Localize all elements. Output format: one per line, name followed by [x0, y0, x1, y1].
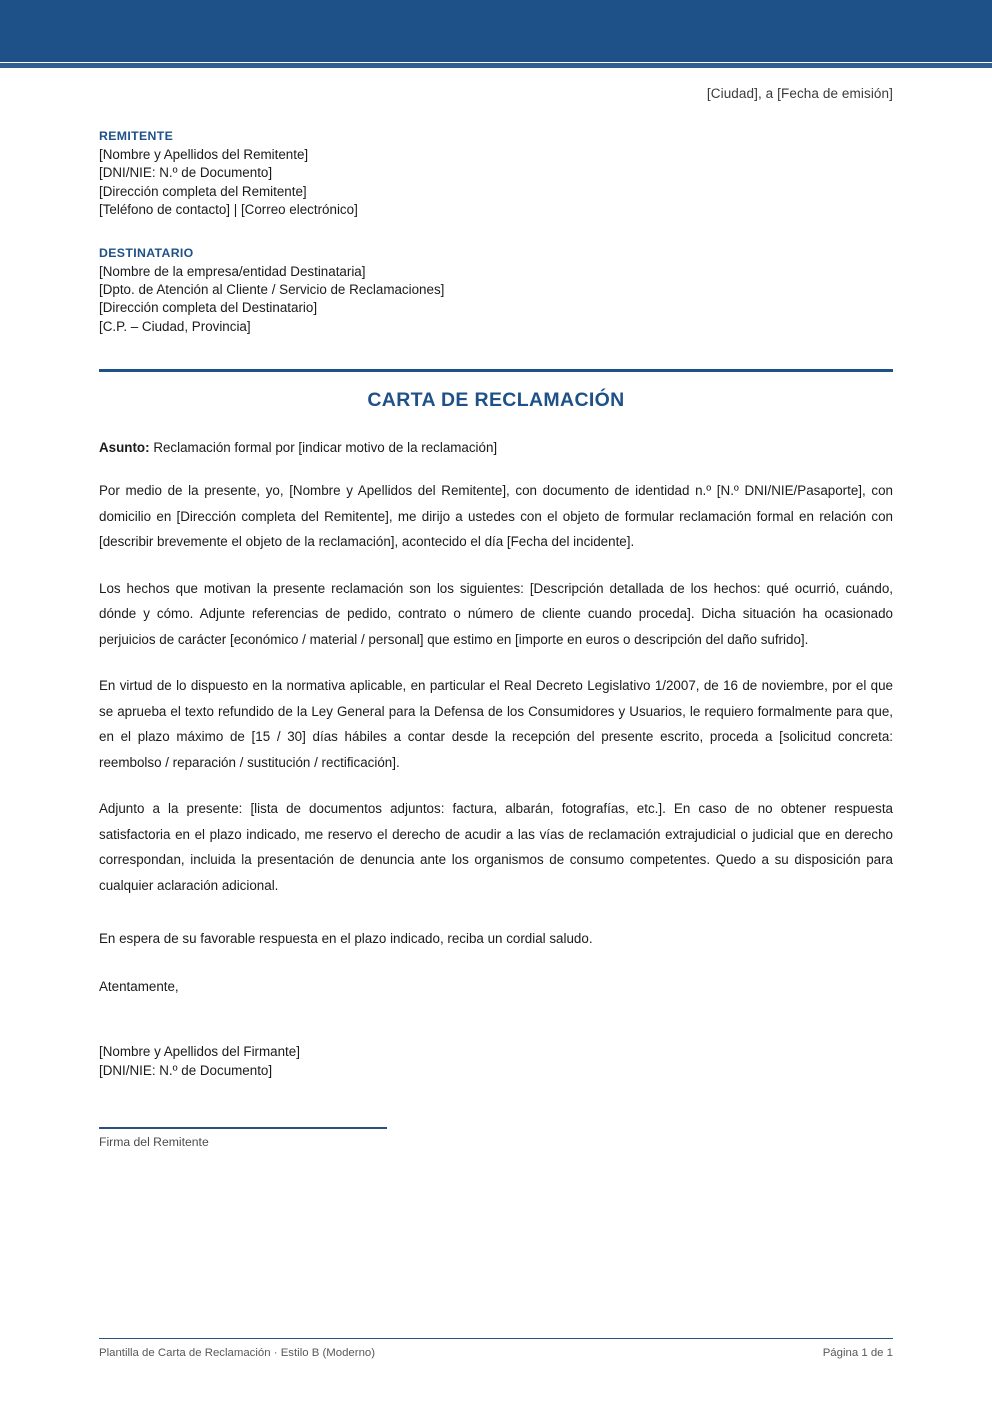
signature-block	[99, 1043, 893, 1149]
footer-page-number: Página 1 de 1	[822, 1347, 893, 1359]
date-line: [Ciudad], a [Fecha de emisión]	[706, 86, 893, 101]
header-decorative-band	[0, 0, 992, 62]
title-divider-rule	[99, 369, 893, 372]
recipient-line-company: [Nombre de la empresa/entidad Destinataria]	[99, 263, 366, 279]
body-paragraph-4: Adjunto a la presente: [lista de documentos adjuntos: factura, albarán, fotografías, etc.]. En caso de no obtener respuesta satisfactoria en el plazo indicado, me reservo el derecho de acudir a las vías de reclamación extrajudicial o judicial que en derecho correspondan, incluida la presentación de denuncia ante los organismos de consumo competentes. Quedo a su disposición para cualquier aclaración adicional.	[99, 801, 893, 893]
subject-line	[99, 438, 893, 457]
subject-label: Asunto:	[99, 440, 150, 456]
sender-heading: REMITENTE	[99, 129, 174, 143]
body-paragraph-3: En virtud de lo dispuesto en la normativa aplicable, en particular el Real Decreto Legislativo 1/2007, de 16 de noviembre, por el que se aprueba el texto refundido de la Ley General para la Defensa de los Consumidores y Usuarios, le requiero formalmente para que, en el plazo máximo de [15 / 30] días hábiles a contar desde la recepción del presente escrito, proceda a [solicitud concreta: reembolso / reparación / sustitución / rectificación].	[99, 678, 893, 770]
body-paragraph-2: Los hechos que motivan la presente reclamación son los siguientes: [Descripción detallada de los hechos: qué ocurrió, cuándo, dónde y cómo. Adjunte referencias de pedido, contrato o número de cliente cuando proceda]. Dicha situación ha ocasionado perjuicios de carácter [económico / material / personal] que estimo en [importe en euros o descripción del daño sufrido].	[99, 580, 893, 647]
sender-line-address: [Dirección completa del Remitente]	[99, 183, 307, 199]
sender-line-id: [DNI/NIE: N.º de Documento]	[99, 165, 273, 181]
footer-divider-rule	[99, 1338, 893, 1339]
body-paragraph-1: Por medio de la presente, yo, [Nombre y Apellidos del Remitente], con documento de identidad n.º [N.º DNI/NIE/Pasaporte], con domicilio en [Dirección completa del Remitente], me dirijo a ustedes con el objeto de formular reclamación formal en relación con [describir brevemente el objeto de la reclamación], acontecido el día [Fecha del incidente].	[99, 483, 893, 550]
signoff-line: Atentamente,	[99, 978, 179, 994]
closing-paragraph: En espera de su favorable respuesta en el plazo indicado, reciba un cordial saludo.	[99, 931, 593, 947]
sender-block	[99, 129, 893, 220]
footer-template-label: Plantilla de Carta de Reclamación · Estilo B (Moderno)	[99, 1347, 376, 1359]
footer-row	[99, 1347, 893, 1359]
sender-line-contact: [Teléfono de contacto] | [Correo electrónico]	[99, 202, 358, 218]
signature-name: [Nombre y Apellidos del Firmante]	[99, 1044, 300, 1060]
recipient-heading: DESTINATARIO	[99, 245, 194, 260]
recipient-line-city: [C.P. – Ciudad, Provincia]	[99, 318, 251, 334]
page-footer	[99, 1338, 893, 1359]
page-title: CARTA DE RECLAMACIÓN	[367, 389, 625, 412]
header-accent-rule	[0, 63, 992, 68]
sender-line-name: [Nombre y Apellidos del Remitente]	[99, 147, 309, 162]
signature-line	[99, 1127, 387, 1129]
recipient-line-department: [Dpto. de Atención al Cliente / Servicio de Reclamaciones]	[99, 282, 445, 298]
document-page	[0, 86, 992, 1149]
signature-caption: Firma del Remitente	[99, 1135, 209, 1150]
recipient-block	[99, 246, 893, 337]
recipient-line-address: [Dirección completa del Destinatario]	[99, 300, 318, 316]
signature-id: [DNI/NIE: N.º de Documento]	[99, 1062, 273, 1078]
subject-value: Reclamación formal por [indicar motivo de la reclamación]	[153, 440, 498, 456]
